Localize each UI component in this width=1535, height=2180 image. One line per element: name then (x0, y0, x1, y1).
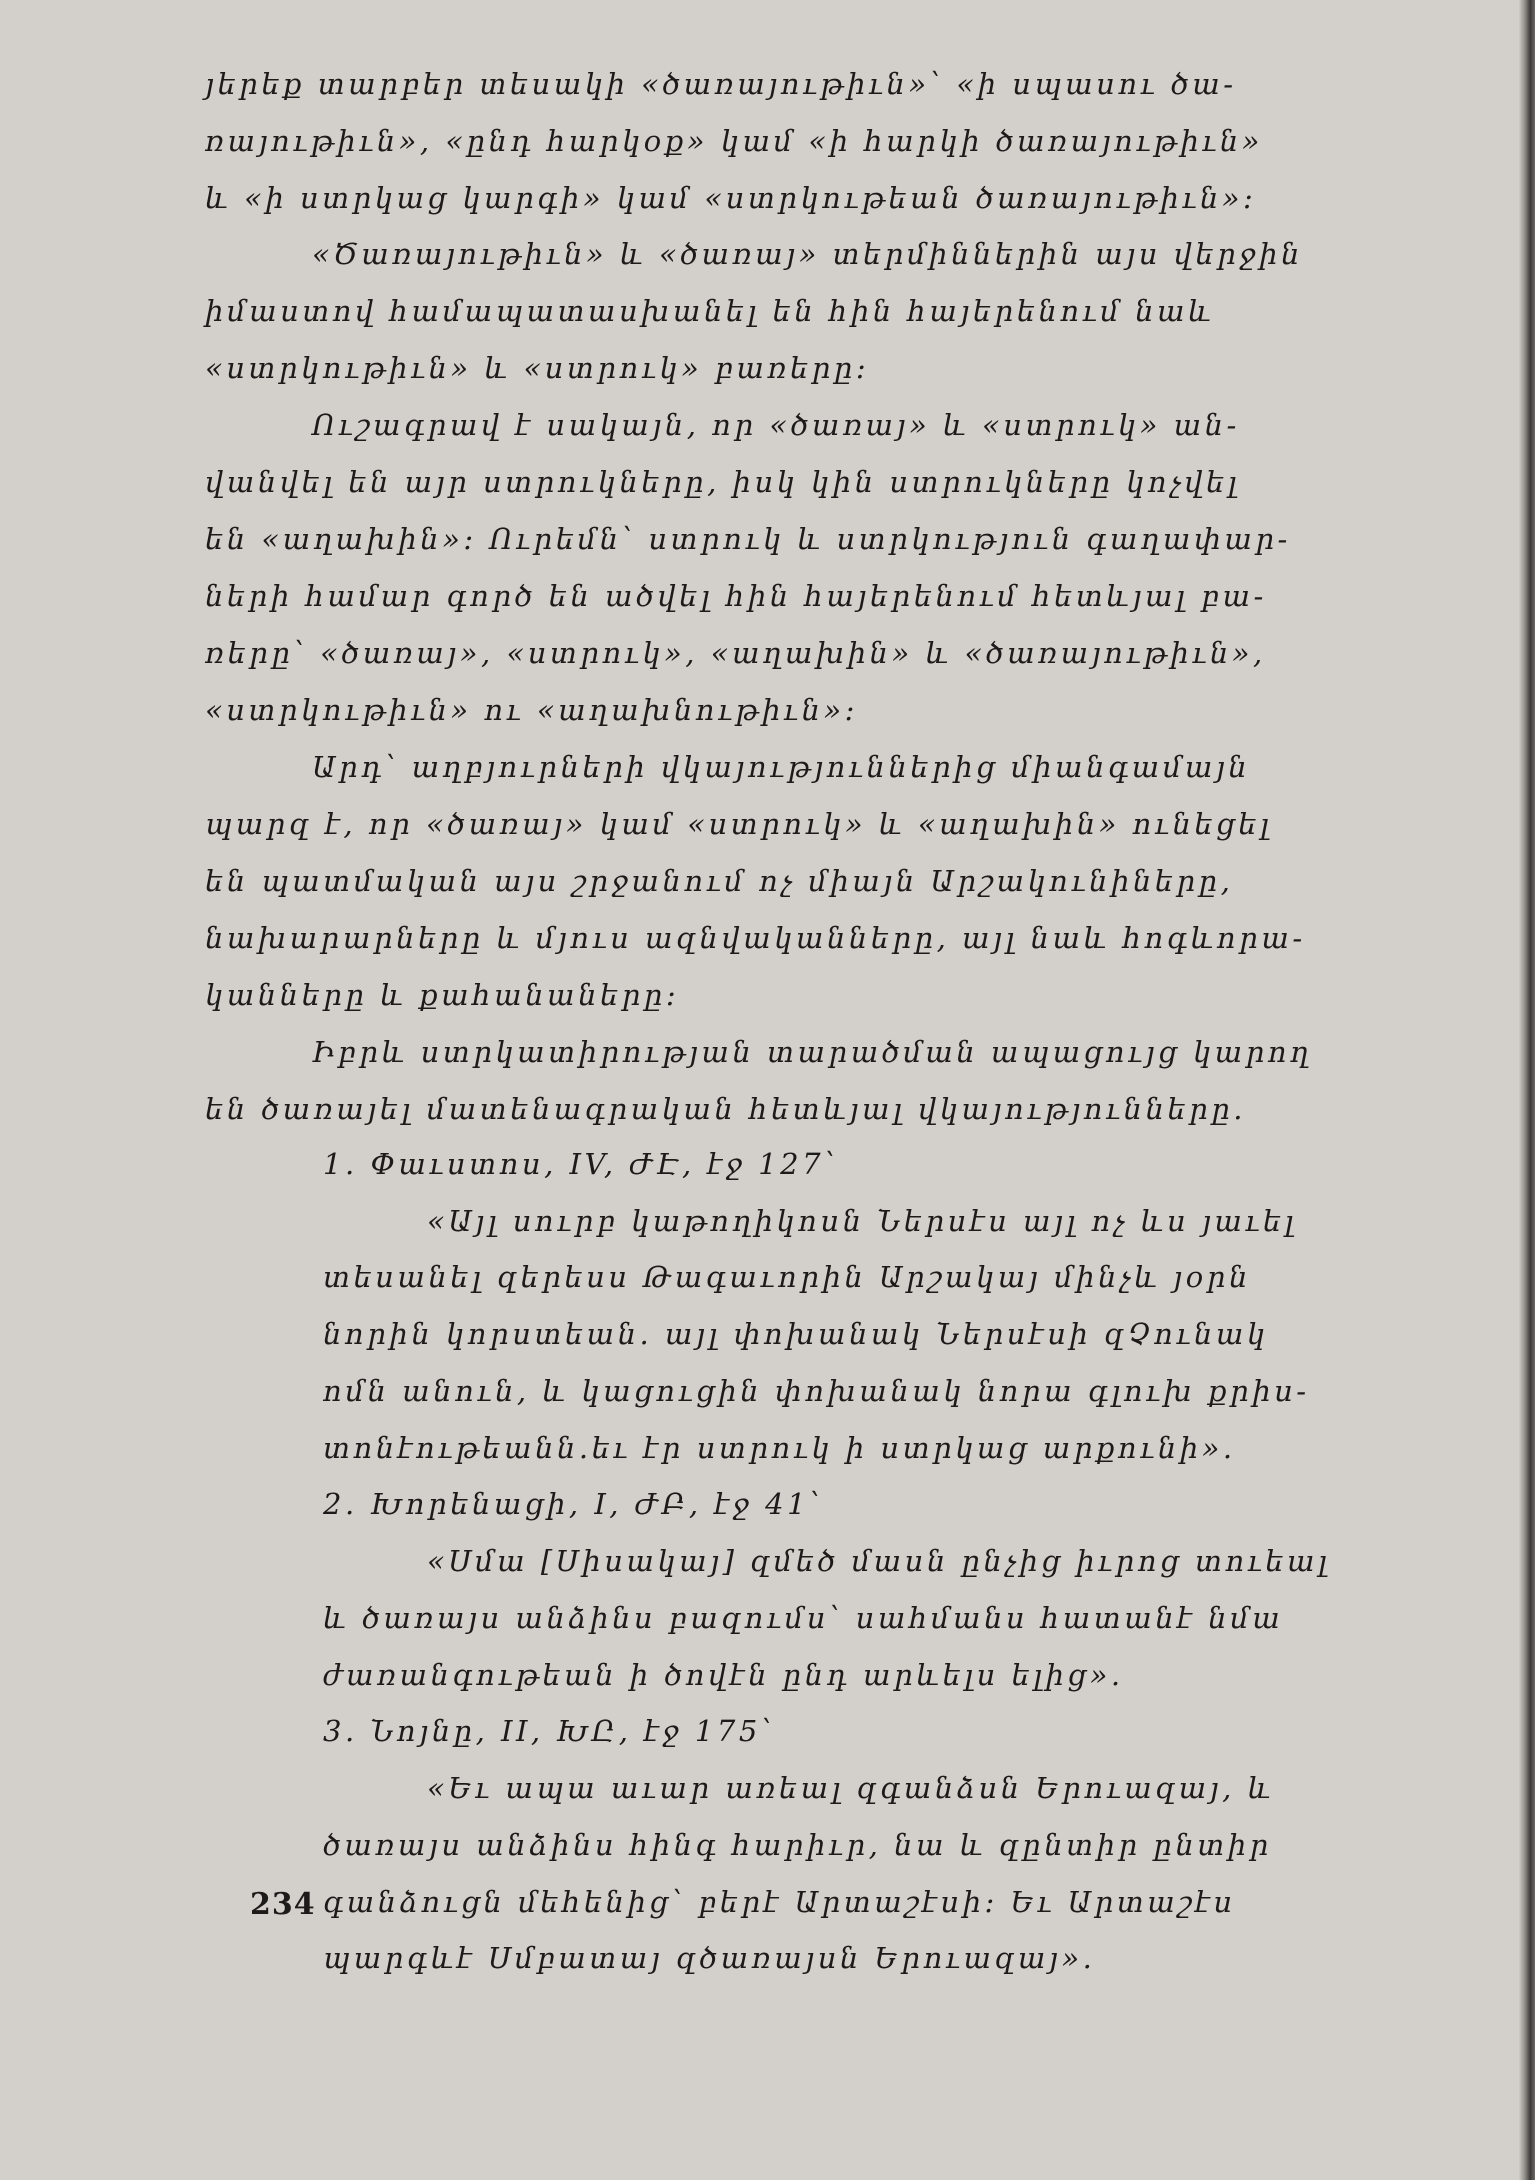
text-line: վանվել են այր ստրուկները, իսկ կին ստրուկները կոչվել (205, 465, 1241, 499)
text-line: «ստրկութիւն» ու «աղախնութիւն»: (205, 693, 858, 727)
quote-line: ոմն անուն, և կացուցին փոխանակ նորա գլուխ քրիս- (323, 1374, 1310, 1408)
text-line: «Ծառայութիւն» և «ծառայ» տերմիններին այս վերջին (312, 237, 1303, 271)
quote-line: պարգևէ Սմբատայ զծառայսն Երուազայ». (323, 1941, 1096, 1975)
text-line: ռայութիւն», «ընդ հարկօք» կամ «ի հարկի ծառայութիւն» (205, 124, 1263, 158)
quote-line: «Այլ սուրբ կաթողիկոսն Ներսէս այլ ոչ ևս յաւել (427, 1204, 1297, 1238)
text-line: են պատմական այս շրջանում ոչ միայն Արշակունիները, (205, 864, 1234, 898)
text-line: 1. Փաւստոս, IV, ԺԷ, էջ 127՝ (323, 1147, 839, 1181)
quote-line: գանձուցն մեհենից՝ բերէ Արտաշէսի: Եւ Արտաշէս (323, 1885, 1236, 1919)
text-line: «ստրկութիւն» և «ստրուկ» բառերը: (205, 351, 870, 385)
text-line: Ուշագրավ է սակայն, որ «ծառայ» և «ստրուկ» ան- (312, 408, 1240, 442)
text-line: և «ի ստրկաց կարգի» կամ «ստրկութեան ծառայութիւն»: (205, 181, 1257, 215)
quote-line: նորին կորստեան. այլ փոխանակ Ներսէսի զՉունակ (323, 1317, 1269, 1351)
quote-line: տոնէութեանն.եւ էր ստրուկ ի ստրկաց արքունի». (323, 1431, 1236, 1465)
quote-line: տեսանել զերեսս Թագաւորին Արշակայ մինչև յօրն (323, 1260, 1251, 1294)
text-line: Արդ՝ աղբյուրների վկայություններից միանգամայն (312, 750, 1251, 784)
text-line: պարզ է, որ «ծառայ» կամ «ստրուկ» և «աղախին» ունեցել (205, 807, 1273, 841)
quote-line: «Եւ ապա աւար առեալ զգանձսն Երուազայ, և (427, 1771, 1274, 1805)
text-line: նախարարները և մյուս ազնվականները, այլ նաև հոգևորա- (205, 921, 1306, 955)
text-line: 3. Նոյնը, II, ԽԸ, էջ 175՝ (323, 1714, 775, 1748)
text-line: 2. Խորենացի, I, ԺԲ, էջ 41՝ (323, 1487, 824, 1521)
text-line: են ծառայել մատենագրական հետևյալ վկայությունները. (205, 1092, 1246, 1126)
quote-line: ժառանգութեան ի ծովէն ընդ արևելս ելից». (323, 1658, 1124, 1692)
quote-line: ծառայս անձինս հինգ հարիւր, նա և զընտիր ընտիր (323, 1828, 1272, 1862)
text-line: իմաստով համապատասխանել են հին հայերենում նաև (205, 294, 1215, 328)
page-edge-shadow (1519, 0, 1535, 2180)
text-line: Իբրև ստրկատիրության տարածման ապացույց կարող (312, 1035, 1313, 1069)
text-line: են «աղախին»: Ուրեմն՝ ստրուկ և ստրկություն գաղափար- (205, 522, 1291, 556)
text-line: ռերը՝ «ծառայ», «ստրուկ», «աղախին» և «ծառայութիւն», (205, 636, 1266, 670)
quote-line: «Սմա [Սիսակայ] զմեծ մասն ընչից իւրոց տուեալ (427, 1544, 1331, 1578)
page-number: 234 (250, 1887, 316, 1922)
text-line: կանները և քահանաները: (205, 978, 680, 1012)
quote-line: և ծառայս անձինս բազումս՝ սահմանս հատանէ նմա (323, 1601, 1284, 1635)
text-line: ների համար գործ են ածվել հին հայերենում հետևյալ բա- (205, 579, 1267, 613)
text-line: յերեք տարբեր տեսակի «ծառայութիւն»՝ «ի սպասու ծա- (205, 67, 1237, 101)
